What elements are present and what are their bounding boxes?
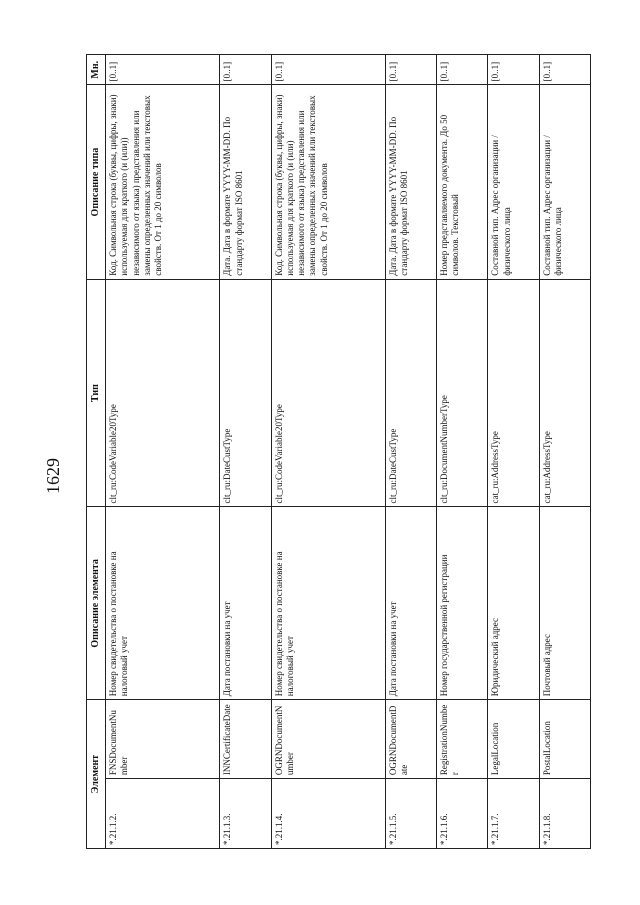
multiplicity: [0..1] xyxy=(437,55,488,85)
element-type: cat_ru:AddressType xyxy=(488,279,539,507)
element-number: *.21.1.5. xyxy=(385,779,436,849)
element-type: clt_ru:DateCustType xyxy=(220,279,271,507)
document-table-rotated xyxy=(86,54,591,849)
header-type-description: Описание типа xyxy=(87,85,106,279)
element-description: Почтовый адрес xyxy=(539,507,590,700)
table-row xyxy=(106,55,220,849)
multiplicity: [0..1] xyxy=(488,55,539,85)
element-type: clt_ru:CodeVariable20Type xyxy=(106,279,220,507)
element-number: *.21.1.7. xyxy=(488,779,539,849)
element-number: *.21.1.8. xyxy=(539,779,590,849)
header-element-description: Описание элемента xyxy=(87,507,106,700)
table-row xyxy=(539,55,590,849)
type-description: Код. Символьная строка (буквы, цифры, знаки) используемая для краткого (и (или)) независимого от языка) представления или замены определенных значений или текстовых свойств. От 1 до 20 символов xyxy=(106,85,220,279)
page-number: 1629 xyxy=(43,458,63,494)
type-description: Дата. Дата в формате YYYY-MM-DD. По стандарту формат ISO 8601 xyxy=(220,85,271,279)
header-multiplicity: Мн. xyxy=(87,55,106,85)
table-header-row xyxy=(87,55,106,849)
type-description: Код. Символьная строка (буквы, цифры, знаки) используемая для краткого (и (или) независимого от языка) представления или замены определенных значений или текстовых свойств. От 1 до 20 символов xyxy=(271,85,385,279)
table-row xyxy=(220,55,271,849)
element-number: *.21.1.2. xyxy=(106,779,220,849)
table-row xyxy=(271,55,385,849)
multiplicity: [0..1] xyxy=(106,55,220,85)
element-type: clt_ru:DateCustType xyxy=(385,279,436,507)
element-name: INNCertificateDate xyxy=(220,700,271,779)
element-type: cat_ru:AddressType xyxy=(539,279,590,507)
header-type: Тип xyxy=(87,279,106,507)
element-description: Номер свидетельства о постановке на налоговый учет xyxy=(271,507,385,700)
table-body xyxy=(106,55,591,849)
type-description: Составной тип. Адрес организации / физического лица xyxy=(539,85,590,279)
table-row xyxy=(385,55,436,849)
element-name: OGRNDocumentDate xyxy=(385,700,436,779)
type-description: Номер представляемого документа. До 50 символов. Текстовый xyxy=(437,85,488,279)
element-number: *.21.1.4. xyxy=(271,779,385,849)
element-description: Номер свидетельства о постановке на налоговый учет xyxy=(106,507,220,700)
multiplicity: [0..1] xyxy=(539,55,590,85)
element-number: *.21.1.6. xyxy=(437,779,488,849)
element-description: Дата постановки на учет xyxy=(220,507,271,700)
header-element: Элемент xyxy=(87,700,106,849)
element-type: clt_ru:CodeVariable20Type xyxy=(271,279,385,507)
element-name: OGRNDocumentNumber xyxy=(271,700,385,779)
element-name: RegistrationNumber xyxy=(437,700,488,779)
element-name: PostalLocation xyxy=(539,700,590,779)
element-type: clt_ru:DocumentNumberType xyxy=(437,279,488,507)
element-description: Номер государственной регистрации xyxy=(437,507,488,700)
table-row xyxy=(488,55,539,849)
element-description: Юридический адрес xyxy=(488,507,539,700)
multiplicity: [0..1] xyxy=(271,55,385,85)
multiplicity: [0..1] xyxy=(385,55,436,85)
type-description: Дата. Дата в формате YYYY-MM-DD. По стандарту формат ISO 8601 xyxy=(385,85,436,279)
element-name: LegalLocation xyxy=(488,700,539,779)
multiplicity: [0..1] xyxy=(220,55,271,85)
element-number: *.21.1.3. xyxy=(220,779,271,849)
element-description: Дата постановки на учет xyxy=(385,507,436,700)
type-description: Составной тип. Адрес организации / физического лица xyxy=(488,85,539,279)
elements-table xyxy=(86,54,591,849)
element-name: FNSDocumentNumber xyxy=(106,700,220,779)
table-row xyxy=(437,55,488,849)
